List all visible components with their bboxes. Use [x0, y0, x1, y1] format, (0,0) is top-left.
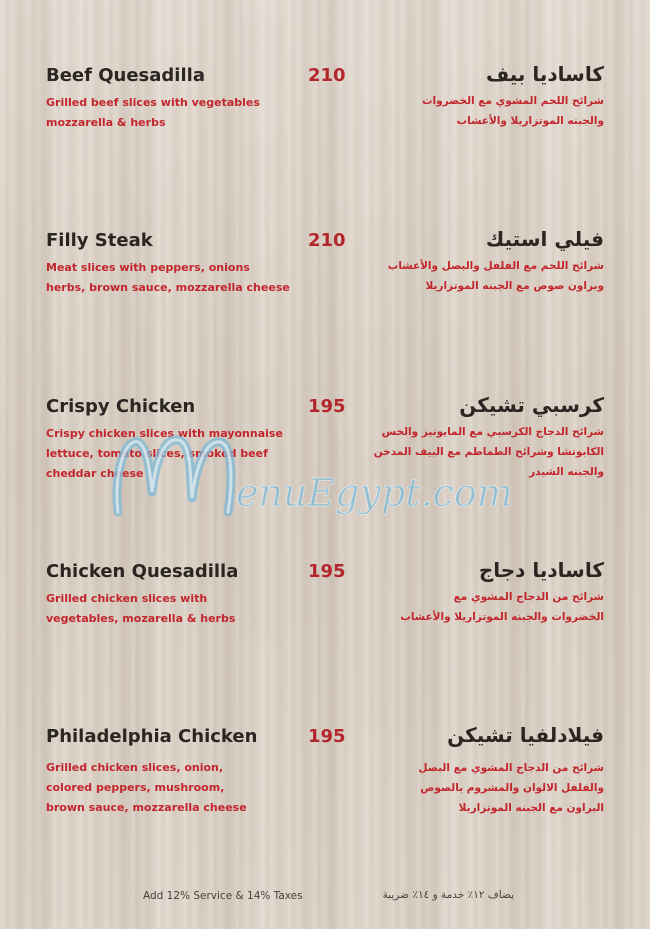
item-description-ar	[422, 91, 604, 131]
description-line: brown sauce, mozzarella cheese	[46, 801, 247, 814]
item-price: 210	[308, 230, 346, 251]
item-description-en	[46, 424, 306, 484]
item-name-ar: كاساديا بيف	[485, 62, 604, 86]
item-description-en	[46, 758, 306, 818]
item-name-ar: كرسبي تشيكن	[459, 393, 604, 417]
description-line: lettuce, tomato slices, smoked beef	[46, 447, 268, 460]
item-name-ar: فيلي استيك	[485, 227, 604, 251]
item-description-en	[46, 258, 306, 298]
description-line: Grilled beef slices with vegetables	[46, 96, 260, 109]
item-price: 195	[308, 396, 346, 417]
description-line: الخضروات والجبنه الموتزاريلا والأعشاب	[400, 611, 604, 623]
footer-taxes-en: Add 12% Service & 14% Taxes	[143, 890, 303, 902]
description-line: شرائح اللحم المشوي مع الخضروات	[421, 95, 604, 107]
item-description-ar	[388, 256, 604, 296]
description-line: mozzarella & herbs	[46, 116, 166, 129]
description-line: شرائح الدجاج الكرسبي مع المايونيز والخس	[381, 426, 604, 438]
item-name-en: Crispy Chicken	[46, 396, 196, 417]
description-line: Crispy chicken slices with mayonnaise	[46, 427, 283, 440]
item-name-en: Chicken Quesadilla	[46, 561, 239, 582]
item-description-ar	[374, 422, 604, 482]
item-price: 195	[308, 561, 346, 582]
watermark-text: enuEgypt.com	[236, 471, 513, 515]
description-line: شرائح اللحم مع الفلفل والبصل والأعشاب	[387, 260, 604, 272]
description-line: وبراون صوص مع الجبنه الموتزاريلا	[425, 280, 604, 292]
description-line: Grilled chicken slices, onion,	[46, 761, 224, 774]
description-line: herbs, brown sauce, mozzarella cheese	[46, 281, 290, 294]
description-line: cheddar cheese	[46, 467, 144, 480]
item-description-ar	[400, 587, 604, 627]
description-line: شرائح من الدجاج المشوي مع	[453, 591, 604, 603]
item-description-en	[46, 589, 306, 629]
description-line: والجبنه الموتزاريلا والأعشاب	[456, 115, 604, 127]
description-line: colored peppers, mushroom,	[46, 781, 225, 794]
description-line: والفلفل الالوان والمشروم بالصوص	[420, 782, 604, 794]
item-name-en: Filly Steak	[46, 230, 153, 251]
item-name-ar: كاساديا دجاج	[478, 558, 604, 582]
description-line: vegetables, mozarella & herbs	[46, 612, 236, 625]
description-line: والجبنه الشيدر	[529, 466, 604, 478]
item-price: 210	[308, 65, 346, 86]
footer-taxes-ar: يضاف ١٢٪ خدمة و ١٤٪ ضريبة	[382, 889, 514, 901]
item-name-ar: فيلادلفيا تشيكن	[447, 723, 604, 747]
item-price: 195	[308, 726, 346, 747]
description-line: شرائح من الدجاج المشوي مع البصل	[418, 762, 604, 774]
description-line: Meat slices with peppers, onions	[46, 261, 250, 274]
item-name-en: Philadelphia Chicken	[46, 726, 258, 747]
item-description-ar	[418, 758, 604, 818]
description-line: البراون مع الجبنه الموتزاريلا	[458, 802, 604, 814]
item-description-en	[46, 93, 306, 133]
item-name-en: Beef Quesadilla	[46, 65, 205, 86]
description-line: الكابوتشا وشرائح الطماطم مع البيف المدخن	[373, 446, 604, 458]
description-line: Grilled chicken slices with	[46, 592, 208, 605]
